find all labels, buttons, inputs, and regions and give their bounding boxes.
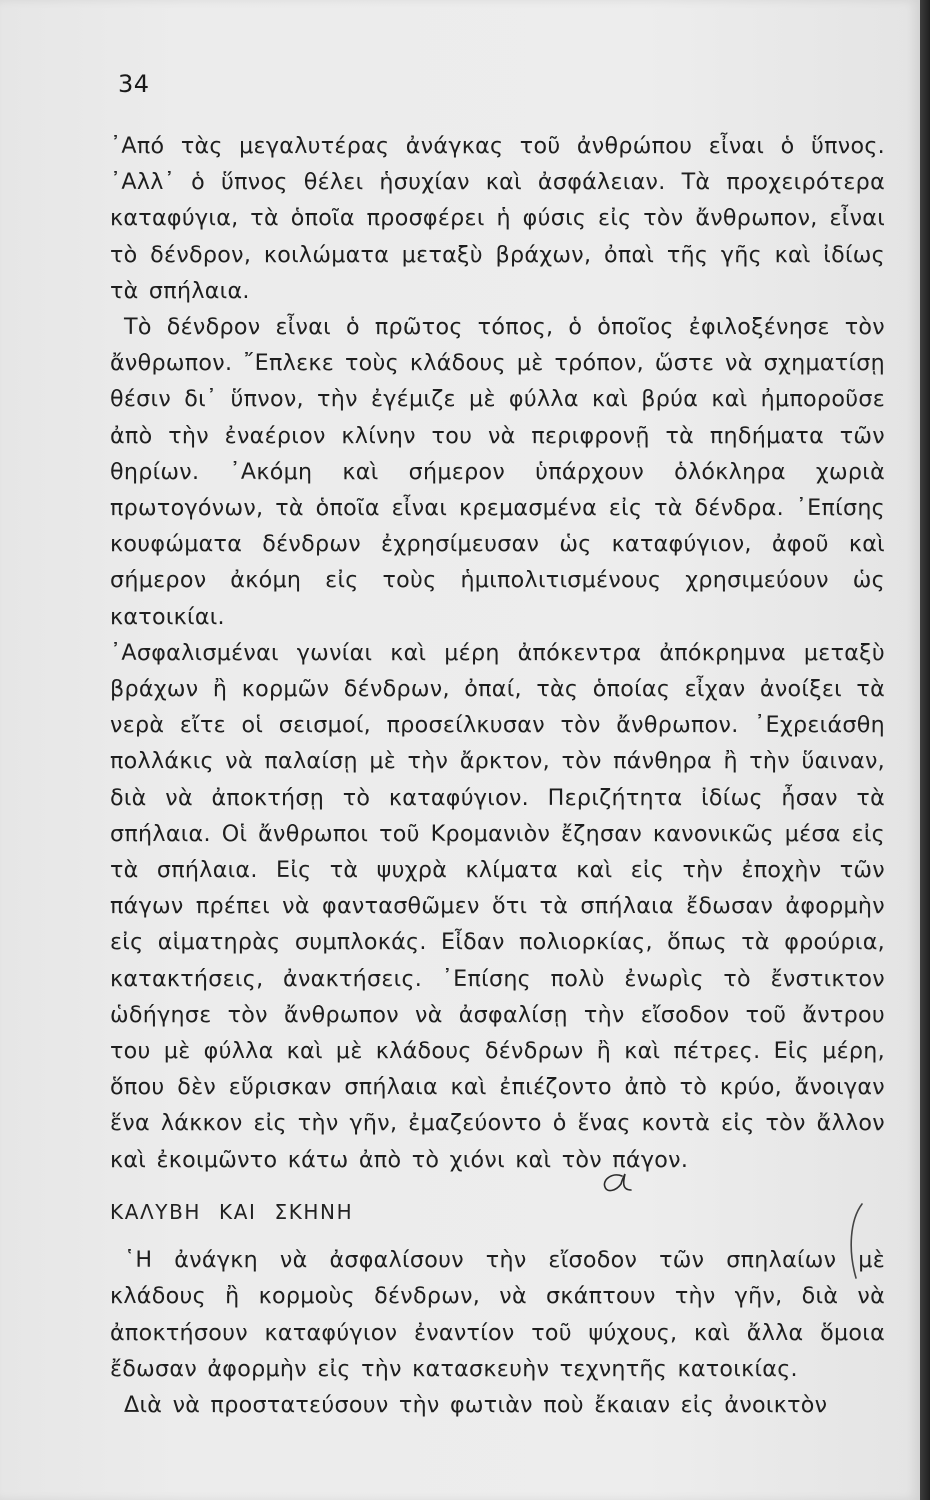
paragraph-tree-shelter: Τὸ δένδρον εἶναι ὁ πρῶτος τόπος, ὁ ὁποῖος ἐφιλοξένησε τὸν ἄνθρωπον. ῎Επλεκε τοὺς κλάδους μὲ τρόπον, ὥστε νὰ σχηματίσῃ θέσιν δι᾿ ὕπνον, τὴν ἐγέμιζε μὲ φύλλα καὶ βρύα καὶ ἠμποροῦσε ἀπὸ τὴν ἐναέριον κλίνην του νὰ περιφρονῇ τὰ πηδήματα τῶν θηρίων. ᾿Ακόμη καὶ σήμερον ὑπάρχουν ὁλόκληρα χωριὰ πρωτογόνων, τὰ ὁποῖα εἶναι κρεμασμένα εἰς τὰ δένδρα. ᾿Επίσης κουφώματα δένδρων ἐχρησίμευσαν ὡς καταφύγιον, ἀφοῦ καὶ σήμερον ἀκόμη εἰς τοὺς ἡμιπολιτισμένους χρησιμεύουν ὡς κατοικίαι. <box>110 314 885 630</box>
main-text <box>110 128 885 1423</box>
paragraph-fire-protection: Διὰ νὰ προστατεύσουν τὴν φωτιὰν ποὺ ἔκαιαν εἰς ἀνοικτὸν <box>124 1391 828 1418</box>
book-binding-edge <box>920 0 930 1500</box>
paragraph-caves: ᾿Ασφαλισμέναι γωνίαι καὶ μέρη ἀπόκεντρα ἀπόκρημνα μεταξὺ βράχων ἢ κορμῶν δένδρων, ὀπαί, τὰς ὁποίας εἶχαν ἀνοίξει τὰ νερὰ εἴτε οἱ σεισμοί, προσείλκυσαν τὸν ἄνθρωπον. ᾿Εχρειάσθη πολλάκις νὰ παλαίσῃ μὲ τὴν ἄρκτον, τὸν πάνθηρα ἢ τὴν ὕαιναν, διὰ νὰ ἀποκτήσῃ τὸ καταφύγιον. Περιζήτητα ἰδίως ἦσαν τὰ σπήλαια. Οἱ ἄνθρωποι τοῦ Κρομανιὸν ἔζησαν κανονικῶς μέσα εἰς τὰ σπήλαια. Εἰς τὰ ψυχρὰ κλίματα καὶ εἰς τὴν ἐποχὴν τῶν πάγων πρέπει νὰ φαντασθῶμεν ὅτι τὰ σπήλαια ἔδωσαν ἀφορμὴν εἰς αἱματηρὰς συμπλοκάς. Εἶδαν πολιορκίας, ὅπως τὰ φρούρια, κατακτήσεις, ἀνακτήσεις. ᾿Επίσης πολὺ ἐνωρὶς τὸ ἔνστικτον ὡδήγησε τὸν ἄνθρωπον νὰ ἀσφαλίσῃ τὴν εἴσοδον τοῦ ἄντρου του μὲ φύλλα καὶ μὲ κλάδους δένδρων ἢ καὶ πέτρες. Εἰς μέρη, ὅπου δὲν εὕρισκαν σπήλαια καὶ ἐπιέζοντο ἀπὸ τὸ κρύο, ἄνοιγαν ἕνα λάκκον εἰς τὴν γῆν, ἐμαζεύοντο ὁ ἕνας κοντὰ εἰς τὸν ἄλλον καὶ ἐκοιμῶντο κάτω ἀπὸ τὸ χιόνι καὶ τὸν πάγον. <box>110 639 885 1173</box>
page-number: 34 <box>118 70 150 98</box>
margin-parenthesis-mark-icon <box>840 1202 870 1282</box>
section-heading: ΚΑΛΥΒΗ ΚΑΙ ΣΚΗΝΗ <box>110 1199 354 1224</box>
handwritten-a-mark-icon <box>596 1170 638 1198</box>
paragraph-artificial-dwelling: ῾Η ἀνάγκη νὰ ἀσφαλίσουν τὴν εἴσοδον τῶν σπηλαίων μὲ κλάδους ἢ κορμοὺς δένδρων, νὰ σκάπτουν τὴν γῆν, διὰ νὰ ἀποκτήσουν καταφύγιον ἐναντίον τοῦ ψύχους, καὶ ἄλλα ὅμοια ἔδωσαν ἀφορμὴν εἰς τὴν κατασκευὴν τεχνητῆς κατοικίας. <box>110 1247 885 1382</box>
paragraph-sleep-needs: ᾿Από τὰς μεγαλυτέρας ἀνάγκας τοῦ ἀνθρώπου εἶναι ὁ ὕπνος. ᾿Αλλ᾿ ὁ ὕπνος θέλει ἡσυχίαν καὶ ἀσφάλειαν. Τὰ προχειρότερα καταφύγια, τὰ ὁποῖα προσφέρει ἡ φύσις εἰς τὸν ἄνθρωπον, εἶναι τὸ δένδρον, κοιλώματα μεταξὺ βράχων, ὀπαὶ τῆς γῆς καὶ ἰδίως τὰ σπήλαια. <box>110 133 885 304</box>
